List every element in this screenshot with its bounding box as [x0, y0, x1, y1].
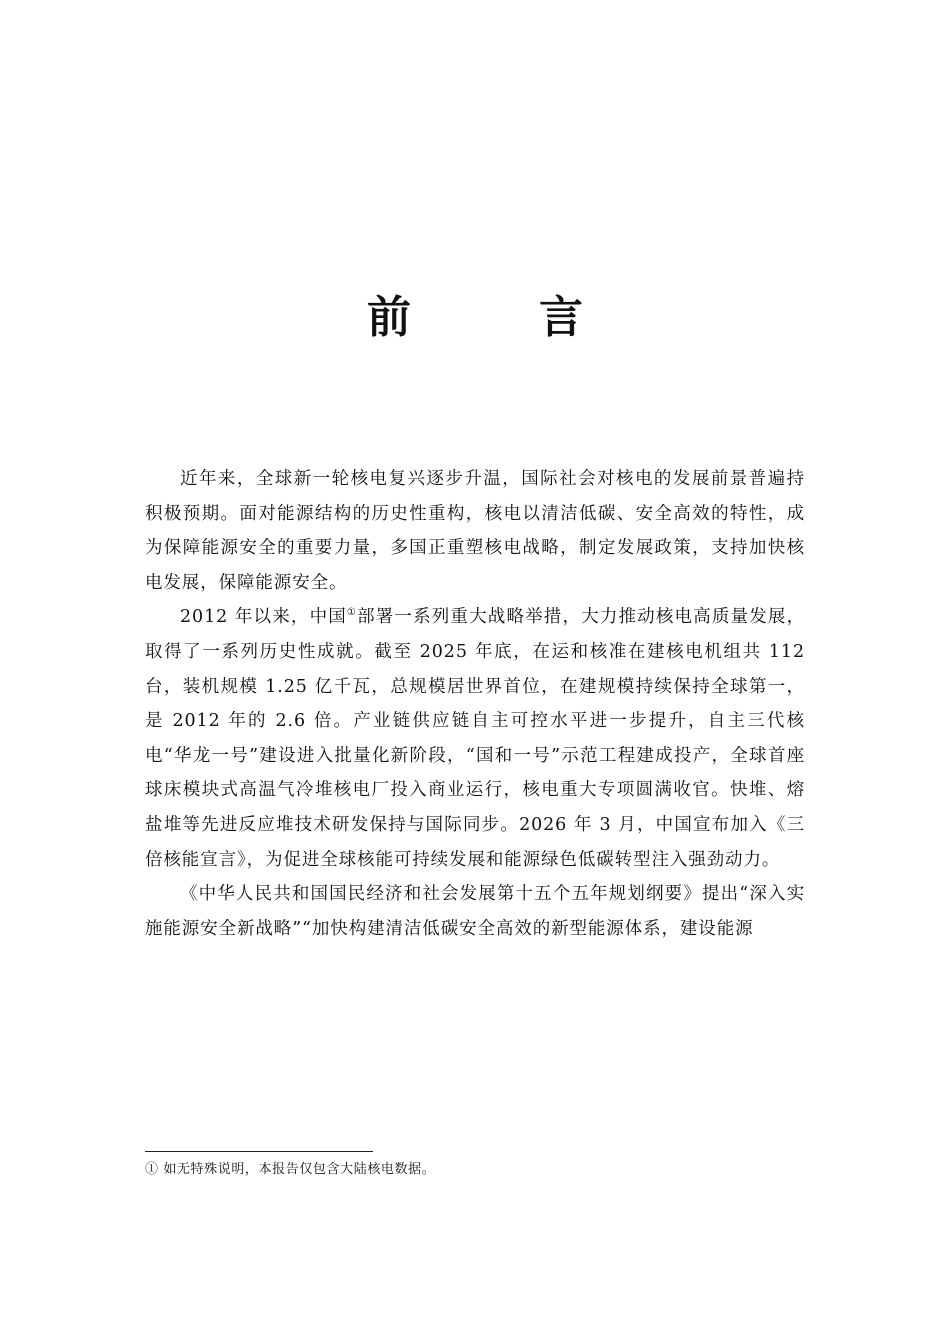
page-title: 前 言: [367, 292, 625, 343]
body-text: [145, 462, 805, 946]
footnote: ① 如无特殊说明，本报告仅包含大陆核电数据。: [145, 1162, 436, 1177]
paragraph-2: [145, 600, 805, 877]
paragraph-2-start: 2012 年以来，中国: [180, 607, 347, 628]
paragraph-1: 近年来，全球新一轮核电复兴逐步升温，国际社会对核电的发展前景普遍持积极预期。面对能源结构的历史性重构，核电以清洁低碳、安全高效的特性，成为保障能源安全的重要力量，多国正重塑核电战略，制定发展政策，支持加快核电发展，保障能源安全。: [145, 469, 805, 593]
footnote-divider: [145, 1151, 373, 1152]
paragraph-3: 《中华人民共和国国民经济和社会发展第十五个五年规划纲要》提出“深入实施能源安全新战略”“加快构建清洁低碳安全高效的新型能源体系，建设能源: [145, 884, 805, 939]
paragraph-2-rest: 部署一系列重大战略举措，大力推动核电高质量发展，取得了一系列历史性成就。截至 2025 年底，在运和核准在建核电机组共 112 台，装机规模 1.25 亿千瓦，总规模居世界首位，在建规模持续保持全球第一，是 2012 年的 2.6 倍。产业链供应链自主可控水平进一步提升，自主三代核电“华龙一号”建设进入批量化新阶段，“国和一号”示范工程建成投产，全球首座球床模块式高温气冷堆核电厂投入商业运行，核电重大专项圆满收官。快堆、熔盐堆等先进反应堆技术研发保持与国际同步。2026 年 3 月，中国宣布加入《三倍核能宣言》，为促进全球核能可持续发展和能源绿色低碳转型注入强劲动力。: [145, 607, 805, 870]
footnote-marker: ①: [346, 607, 358, 619]
